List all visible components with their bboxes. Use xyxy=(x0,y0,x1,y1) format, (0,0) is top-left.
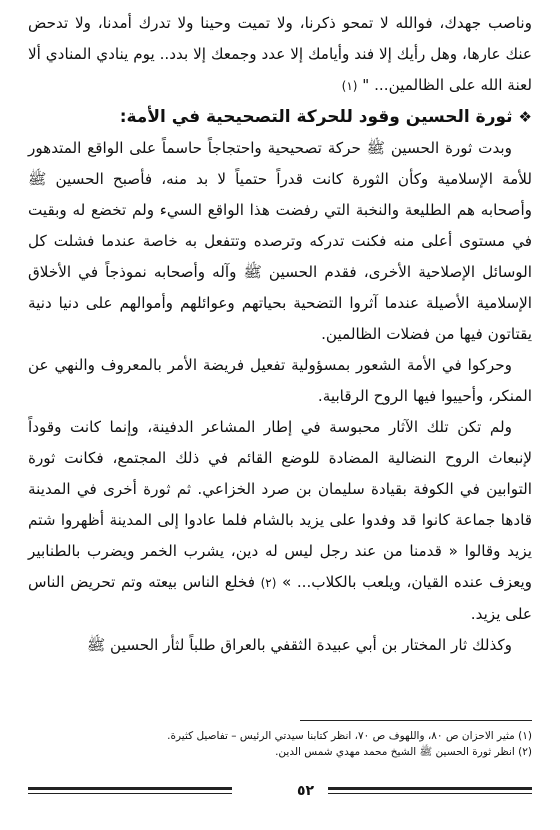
footnote-divider xyxy=(300,720,532,721)
footnote-reference-1: (١) xyxy=(341,79,358,93)
footer-rule-left xyxy=(28,787,232,790)
page-body xyxy=(28,8,532,661)
paragraph-revolutions xyxy=(28,412,532,630)
paragraph-text: ولم تكن تلك الآثار محبوسة في إطار المشاعر الدفينة، وإنما كانت وقوداً لإنبعاث الروح النضالية المضادة للوضع القائم في ذلك المجتمع، فكانت ثورة التوابين في الكوفة بقيادة سليمان بن صرد الخزاعي. ثم ثورة أخرى في المدينة قادها جماعة كانوا قد وفدوا على يزيد بالشام فلما عادوا إلى المدينة أظهروا شتم يزيد وقالوا « قدمنا من عند رجل ليس له دين، يشرب الخمر ويضرب بالطنابير ويعزف عنده القيان، ويلعب بالكلاب... » xyxy=(28,418,533,591)
paragraph-enjoining-good: وحركوا في الأمة الشعور بمسؤولية تفعيل فريضة الأمر بالمعروف والنهي عن المنكر، وأحييوا فيها الروح الرقابية. xyxy=(28,356,532,405)
paragraph-text-end: فخلع الناس بيعته وتم تحريض الناس على يزيد. xyxy=(28,573,532,623)
paragraph-text: وناصب جهدك، فوالله لا تمحو ذكرنا، ولا تميت وحينا ولا تدرك أمدنا، ولا تدحض عنك عارها، وهل رأيك إلا فند وأيامك إلا عدد وجمعك إلا بدد.. يوم ينادي المنادي ألا لعنة الله على الظالمين... " xyxy=(28,14,532,94)
section-heading xyxy=(28,102,532,133)
page-footer xyxy=(28,782,532,806)
footer-rule-right-thin xyxy=(328,793,532,794)
diamond-bullet-icon: ❖ xyxy=(518,108,532,126)
paragraph-mukhtar: وكذلك ثار المختار بن أبي عبيدة الثقفي بالعراق طلباً لثأر الحسين ﷺ xyxy=(86,636,512,654)
footnote-reference-2: (٢) xyxy=(260,576,277,590)
paragraph-correction-movement: وبدت ثورة الحسين ﷺ حركة تصحيحية واحتجاجاً حاسماً على الواقع المتدهور للأمة الإسلامية وكأن الثورة كانت قدراً حتمياً لا بد منه، فأصبح الحسين ﷺ وأصحابه هم الطليعة والنخبة التي رفضت هذا الواقع السيء ولم تخضع له وبقيت في مستوى أعلى منه فكنت تدركه وترصده وتتفعل به خاصة عندما فشلت كل الوسائل الإصلاحية الأخرى، فقدم الحسين ﷺ وآله وأصحابه نموذجاً في الأخلاق الإسلامية الأصيلة عندما آثروا التضحية بحياتهم وعوائلهم وأموالهم على دنيا دنية يقتاتون فيها من فضلات الظالمين. xyxy=(28,139,532,343)
footnote-2: (٢) انظر ثورة الحسين ﷺ الشيخ محمد مهدي شمس الدين. xyxy=(275,746,532,758)
footer-rule-right xyxy=(328,787,532,790)
footnotes xyxy=(28,728,532,760)
section-heading-text: ثورة الحسين وقود للحركة التصحيحية في الأمة: xyxy=(119,107,513,127)
footer-rule-left-thin xyxy=(28,793,232,794)
paragraph-continuation xyxy=(28,8,532,102)
page-number: ٥٢ xyxy=(296,783,315,799)
footnote-1: (١) مثير الاحزان ص ٨٠، واللهوف ص ٧٠، انظر كتابنا سيدتي الرئيس – تفاصيل كثيرة. xyxy=(167,730,532,742)
